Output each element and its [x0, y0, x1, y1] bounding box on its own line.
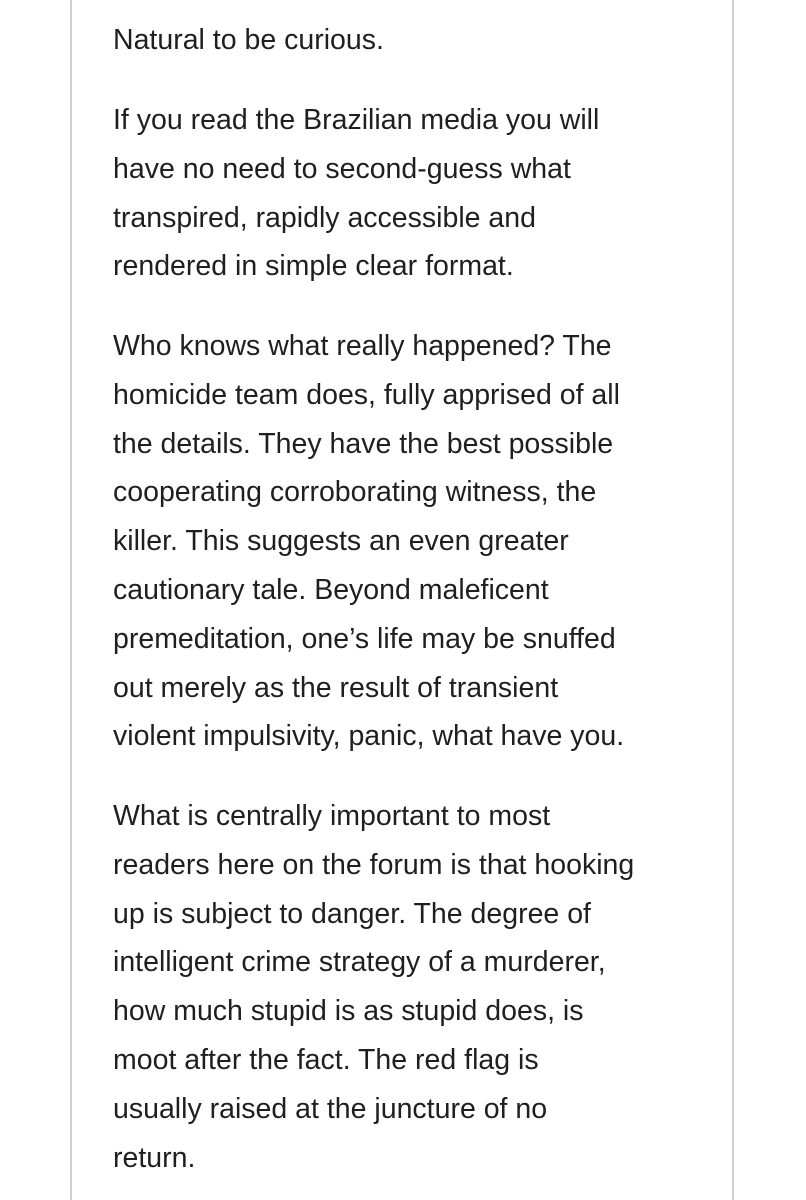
post-paragraph: What is centrally important to most readers here on the forum is that hooking up is subject to danger. The degree of intelligent crime strategy of a murderer, how much stupid is as stupid does, is moot after the fact. The red flag is usually raised at the juncture of no return. [113, 800, 635, 1174]
post-paragraph: If you read the Brazilian media you will have no need to second-guess what transpired, rapidly accessible and rendered in simple clear format. [113, 104, 600, 283]
post-paragraph: Natural to be curious. [113, 24, 384, 56]
forum-post-container [70, 0, 734, 1200]
post-paragraph: Who knows what really happened? The homicide team does, fully apprised of all the details. They have the best possible cooperating corroborating witness, the killer. This suggests an even greater cautionary tale. Beyond maleficent premeditation, one’s life may be snuffed out merely as the result of transient violent impulsivity, panic, what have you. [113, 330, 625, 753]
